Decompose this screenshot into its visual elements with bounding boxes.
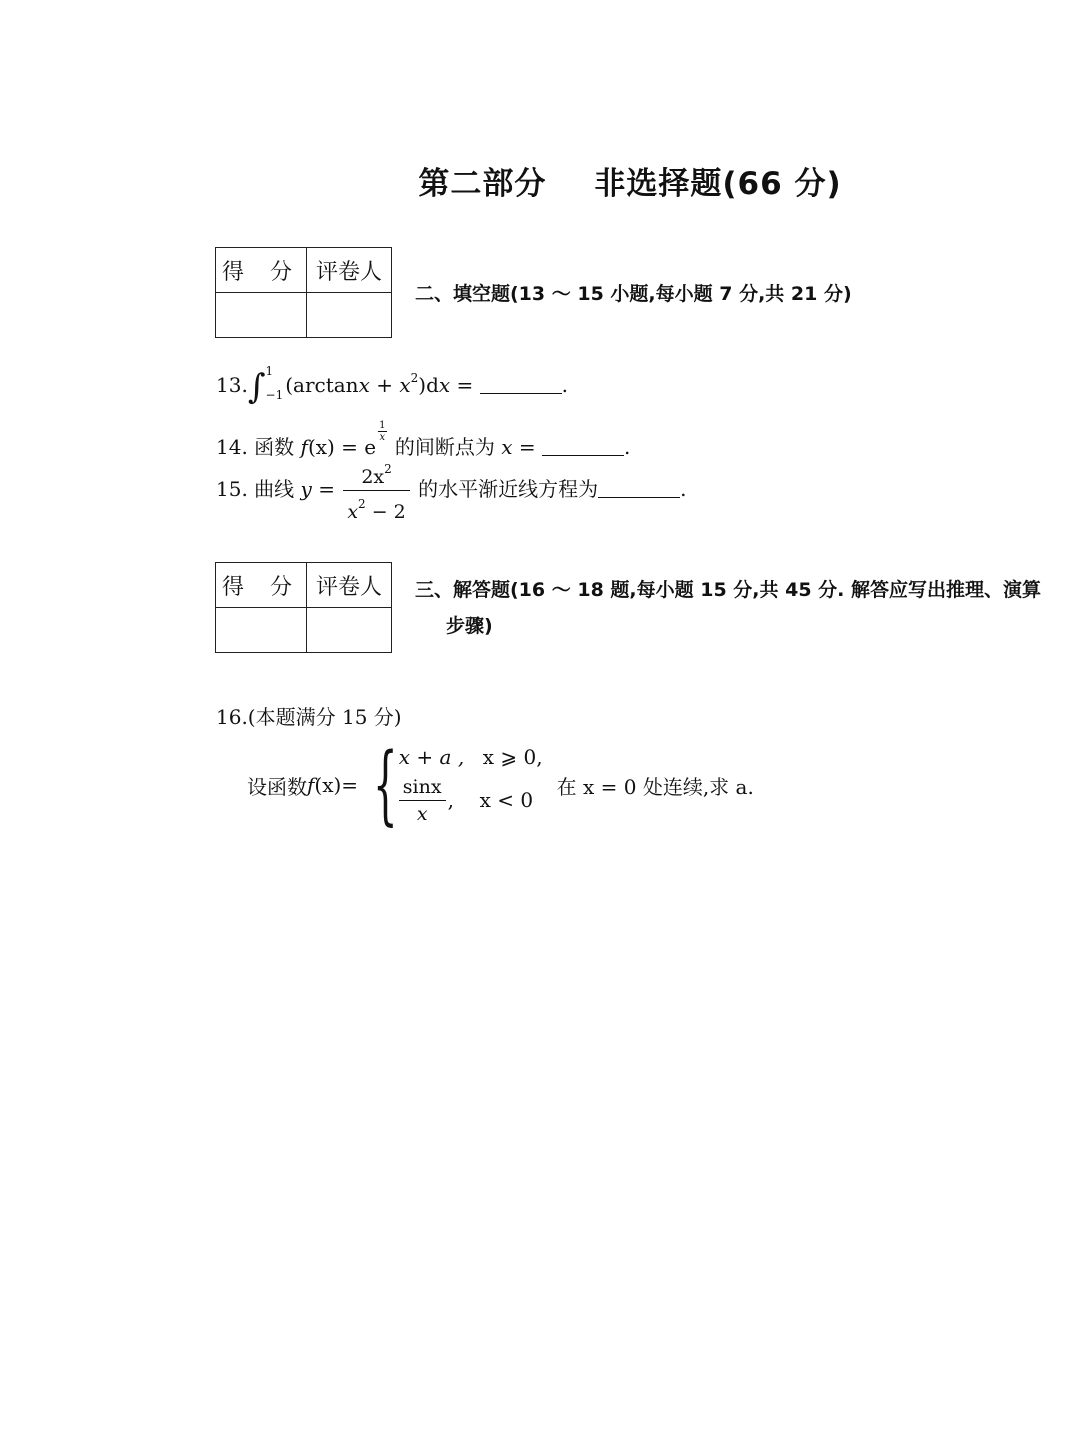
question-14: 14. 函数 f(x) = e $\frac{1}{x}$ 的间断点为 x = . xyxy=(216,420,631,459)
integral-limits: 1 −1 xyxy=(265,363,284,402)
question-15: 15. 曲线 y = $\frac{2x^2}{x^2 - 2}$ 的水平渐近线方程为 . xyxy=(216,458,687,523)
score-table-section2 xyxy=(215,247,392,338)
piecewise-brace: { xyxy=(373,735,398,835)
answer-blank-15[interactable] xyxy=(598,479,680,498)
grader-header: 评卷人 xyxy=(307,248,392,293)
title-name: 非选择题(66 分) xyxy=(594,166,842,202)
answer-blank-14[interactable] xyxy=(542,437,624,456)
question-13: 13.∫ 1 −1 $(\arctan x + x^2)dx$ = . xyxy=(216,355,568,411)
grader-cell[interactable] xyxy=(307,608,392,653)
exponent-fraction: $\frac{1}{x}$ xyxy=(379,420,386,443)
score-cell[interactable] xyxy=(216,293,307,338)
score-table-section3 xyxy=(215,562,392,653)
grader-cell[interactable] xyxy=(307,293,392,338)
integral-sign: ∫ xyxy=(247,367,266,407)
grader-header: 评卷人 xyxy=(307,563,392,608)
score-header: 得 分 xyxy=(216,563,307,608)
section3-heading-line2: 步骤) xyxy=(446,615,493,637)
score-cell[interactable] xyxy=(216,608,307,653)
section3-heading-line1: 三、解答题(16 ～ 18 题,每小题 15 分,共 45 分. 解答应写出推理、演算 xyxy=(415,579,1042,601)
case-2: $\frac{\sin x}{x}$ , x < 0 xyxy=(399,772,543,828)
score-header: 得 分 xyxy=(216,248,307,293)
fraction-15: $\frac{2x^2}{x^2 - 2}$ xyxy=(343,458,409,523)
question-16-header: 16.(本题满分 15 分) xyxy=(216,705,402,729)
section2-heading: 二、填空题(13 ～ 15 小题,每小题 7 分,共 21 分) xyxy=(415,283,852,305)
answer-blank-13[interactable] xyxy=(480,375,562,394)
piecewise-cases xyxy=(399,742,543,828)
page-title xyxy=(0,158,1080,203)
case-1: x + a , x ⩾ 0, xyxy=(398,745,543,769)
question-16-body: 设函数 f (x) = { x + a , x ⩾ 0, $\frac{\sin x}{x}$ , x < 0 在 x = 0 处连续,求 a. xyxy=(247,735,754,835)
title-part: 第二部分 xyxy=(418,166,547,202)
